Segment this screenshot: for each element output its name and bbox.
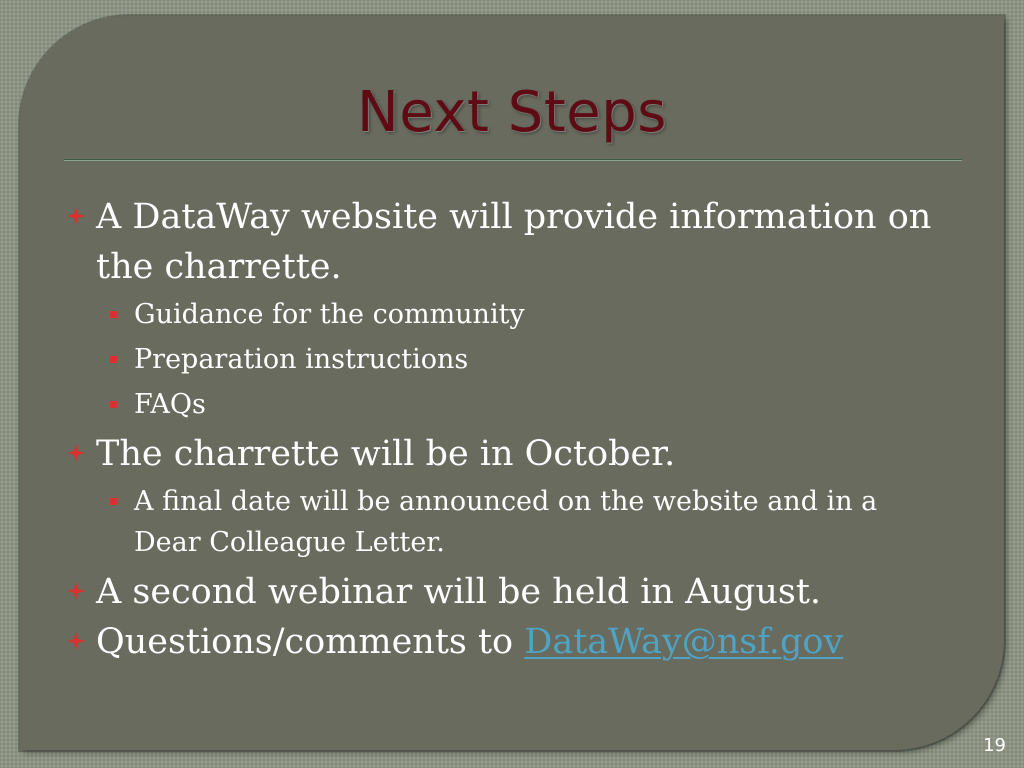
sub-bullet-guidance (64, 294, 964, 335)
bullet-text: Questions/comments to (96, 622, 525, 662)
sub-bullet-text: A final date will be announced on the website and in a Dear Colleague Letter. (134, 486, 878, 558)
sub-bullet-text: FAQs (134, 389, 206, 420)
bullet-questions (64, 617, 964, 667)
bullet-charrette-date (64, 429, 964, 479)
slide-title: Next Steps (357, 80, 667, 145)
email-link[interactable]: DataWay@nsf.gov (524, 622, 844, 662)
bullet-text: A second webinar will be held in August. (96, 572, 822, 612)
sub-bullet-final-date (64, 481, 946, 563)
square-bullet-icon (110, 498, 117, 505)
diamond-bullet-icon (66, 443, 86, 463)
slide-content (64, 192, 964, 667)
page-number: 19 (983, 735, 1006, 756)
diamond-bullet-icon (66, 581, 86, 601)
square-bullet-icon (110, 356, 117, 363)
bullet-webinar (64, 567, 964, 617)
square-bullet-icon (110, 311, 117, 318)
bullet-text: The charrette will be in October. (96, 434, 676, 474)
sub-bullet-text: Guidance for the community (134, 299, 525, 330)
bullet-text: A DataWay website will provide information on the charrette. (96, 197, 932, 287)
diamond-bullet-icon (66, 206, 86, 226)
square-bullet-icon (110, 401, 117, 408)
bullet-website (64, 192, 964, 292)
sub-bullet-text: Preparation instructions (134, 344, 469, 375)
sub-bullet-preparation (64, 339, 964, 380)
title-divider (64, 159, 962, 161)
sub-bullet-faqs (64, 384, 964, 425)
diamond-bullet-icon (66, 631, 86, 651)
